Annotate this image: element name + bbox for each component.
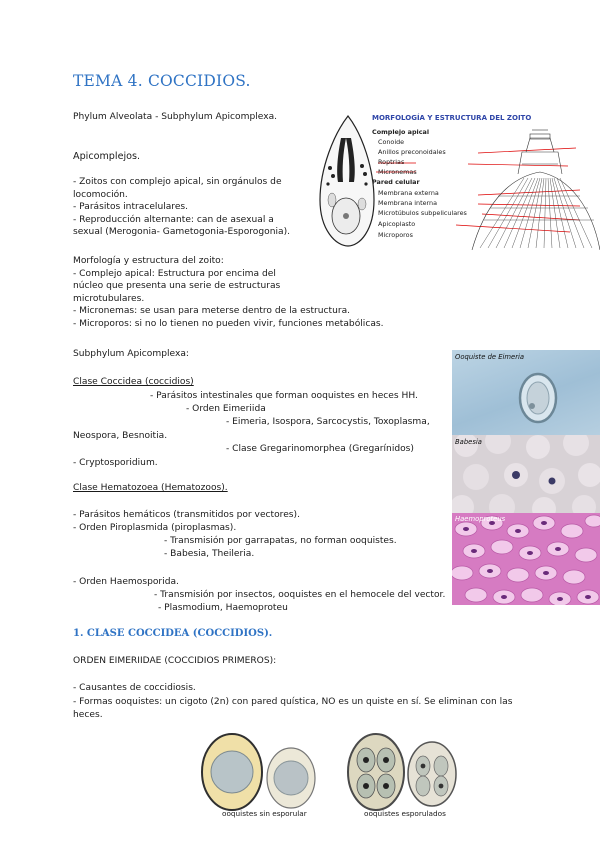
label-complejo-apical: Complejo apical: [372, 128, 430, 136]
label-microtubulos: Microtúbulos subpeliculares: [378, 209, 467, 217]
list-item: locomoción.: [73, 189, 128, 200]
zoito-diagram: [308, 108, 600, 250]
zoito-figure: [308, 108, 600, 250]
haemoproteus-caption: Haemoproteus: [455, 515, 506, 523]
list-item: - Microporos: si no lo tienen no pueden vivir, funciones metabólicas.: [73, 318, 384, 329]
list-item: - Orden Haemosporida.: [73, 577, 179, 587]
list-item: - Micronemas: se usan para meterse dentro de la estructura.: [73, 306, 351, 317]
clase-hematozoea-heading: Clase Hematozoea (Hematozoos).: [73, 483, 228, 493]
label-micronemas: Micronemas: [378, 168, 417, 176]
list-item: núcleo que presenta una serie de estructuras: [73, 281, 281, 292]
label-conoide: Conoide: [378, 138, 405, 146]
orden-eimeriidae: ORDEN EIMERIIDAE (COCCIDIOS PRIMEROS):: [73, 656, 277, 666]
list-item: - Complejo apical: Estructura por encima del: [73, 268, 276, 279]
label-pared-celular: Pared celular: [372, 178, 420, 186]
zoito-figure-title: MORFOLOGÍA Y ESTRUCTURA DEL ZOITO: [372, 114, 532, 122]
list-item: - Cryptosporidium.: [73, 458, 158, 468]
list-item: - Transmisión por garrapatas, no forman ooquistes.: [164, 536, 397, 546]
haemoproteus-image: [452, 513, 600, 605]
list-item: - Babesia, Theileria.: [164, 549, 255, 559]
caption-esporulados: ooquistes esporulados: [364, 809, 446, 818]
apicomplejos-heading: Apicomplejos.: [73, 151, 141, 162]
eimeria-photo: [452, 350, 600, 435]
babesia-caption: Babesia: [455, 438, 482, 446]
section-heading: 1. CLASE COCCIDEA (COCCIDIOS).: [73, 628, 273, 639]
list-item: microtubulares.: [73, 293, 145, 304]
caption-sin-esporular: ooquistes sin esporular: [222, 809, 307, 818]
list-item: - Orden Piroplasmida (piroplasmas).: [73, 523, 237, 533]
subphylum-heading: Subphylum Apicomplexa:: [73, 349, 189, 359]
list-item: - Orden Eimeriida: [186, 404, 266, 414]
list-item: - Eimeria, Isospora, Sarcocystis, Toxoplasma,: [226, 417, 430, 427]
blood-smear-image: [452, 435, 600, 513]
list-item: - Reproducción alternante: can de asexual a: [73, 214, 274, 225]
eimeria-caption: Ooquiste de Eimeria: [455, 353, 525, 361]
list-item: - Formas ooquistes: un cigoto (2n) con pared quística, NO es un quiste en sí. Se eliminan con las: [73, 697, 513, 707]
label-anillos: Anillos preconoidales: [378, 148, 446, 156]
babesia-photo: [452, 435, 600, 513]
list-item: - Transmisión por insectos, ooquistes en el hemocele del vector.: [154, 590, 446, 600]
label-roptrias: Roptrias: [378, 158, 405, 166]
label-microporos: Microporos: [378, 231, 413, 239]
oocyst-image: [452, 350, 600, 435]
page-title: TEMA 4. COCCIDIOS.: [73, 72, 251, 90]
clase-coccidea-heading: Clase Coccidea (coccidios): [73, 377, 194, 387]
apicomplejos-bullets: [73, 176, 290, 239]
list-item: Neospora, Besnoitia.: [73, 431, 168, 441]
label-membrana-externa: Membrana externa: [378, 189, 439, 197]
list-item: Morfología y estructura del zoito:: [73, 256, 224, 266]
list-item: heces.: [73, 710, 103, 720]
list-item: - Parásitos intracelulares.: [73, 202, 189, 213]
list-item: - Causantes de coccidiosis.: [73, 683, 196, 693]
label-apicoplasto: Apicoplasto: [378, 220, 416, 228]
list-item: - Plasmodium, Haemoproteu: [158, 603, 288, 613]
list-item: - Zoitos con complejo apical, sin orgánulos de: [73, 177, 282, 187]
list-item: - Clase Gregarinomorphea (Gregarínidos): [226, 444, 414, 454]
list-item: - Parásitos intestinales que forman ooquistes en heces HH.: [150, 391, 418, 401]
morfologia-block: [73, 255, 384, 331]
list-item: - Parásitos hemáticos (transmitidos por vectores).: [73, 510, 300, 520]
phylum-line: Phylum Alveolata - Subphylum Apicomplexa.: [73, 112, 278, 122]
label-membrana-interna: Membrana interna: [378, 199, 438, 207]
list-item: sexual (Merogonia- Gametogonia-Esporogonia).: [73, 227, 291, 238]
haemoproteus-photo: [452, 513, 600, 605]
